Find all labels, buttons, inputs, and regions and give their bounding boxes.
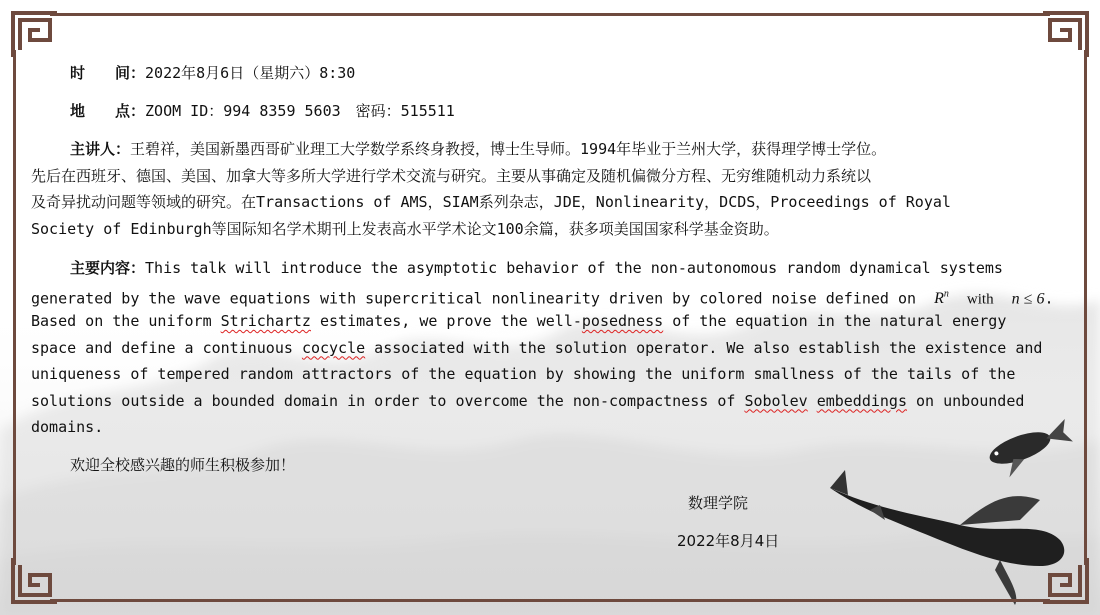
- speaker-line: 及奇异扰动问题等领域的研究。在Transactions of AMS，SIAM系列杂志，JDE，Nonlinearity，DCDS，Proceedings of Royal: [31, 193, 951, 211]
- spellcheck-word: Strichartz: [220, 312, 311, 330]
- spellcheck-word: cocycle: [301, 338, 366, 357]
- spellcheck-word: posedness: [581, 312, 664, 330]
- speaker-paragraph: [31, 136, 1071, 242]
- abstract-line: This talk will introduce the asymptotic behavior of the non-autonomous random dynamical systems: [145, 259, 1003, 277]
- time-label: 时 间：: [70, 64, 146, 82]
- spellcheck-word: Sobolev: [744, 391, 808, 410]
- place-value: ZOOM ID：994 8359 5603 密码：515511: [145, 102, 455, 120]
- speaker-line: 王碧祥，美国新墨西哥矿业理工大学数学系终身教授，博士生导师。1994年毕业于兰州大学，获得理学博士学位。: [130, 140, 887, 158]
- speaker-label: 主讲人：: [70, 140, 131, 158]
- speaker-line: Society of Edinburgh等国际知名学术期刊上发表高水平学术论文100余篇，获多项美国国家科学基金资助。: [31, 219, 779, 238]
- math-r-n: $R^n$: [934, 288, 949, 307]
- abstract-line: solutions outside a bounded domain in order to overcome the non-compactness of Sobolev embeddings on unbounded: [31, 391, 1025, 410]
- abstract-line: uniqueness of tempered random attractors of the equation by showing the uniform smallness of the tails of the: [31, 365, 1016, 383]
- abstract-line: domains.: [31, 418, 104, 436]
- signature-date: 2022年8月4日: [677, 532, 780, 550]
- math-condition: n ≤ 6: [1011, 289, 1045, 307]
- place-row: [70, 98, 455, 125]
- spellcheck-word: embeddings: [816, 391, 907, 410]
- time-row: [70, 60, 355, 87]
- welcome-text: 欢迎全校感兴趣的师生积极参加！: [70, 456, 296, 474]
- time-value: 2022年8月6日（星期六）8:30: [145, 64, 356, 82]
- abstract-label: 主要内容：: [70, 259, 146, 277]
- abstract-line: generated by the wave equations with supercritical nonlinearity driven by colored noise defined on $R^n$ with n ≤ 6.: [31, 288, 1054, 307]
- speaker-line: 先后在西班牙、德国、美国、加拿大等多所大学进行学术交流与研究。主要从事确定及随机偏微分方程、无穷维随机动力系统以: [31, 166, 872, 185]
- signature-org: 数理学院: [688, 494, 749, 512]
- place-label: 地 点：: [70, 102, 146, 120]
- abstract-line: space and define a continuous cocycle associated with the solution operator. We also establish the existence and: [31, 338, 1043, 357]
- abstract-paragraph: [31, 255, 1071, 441]
- abstract-line: Based on the uniform Strichartz estimates, we prove the well-posedness of the equation in the natural energy: [31, 312, 1007, 330]
